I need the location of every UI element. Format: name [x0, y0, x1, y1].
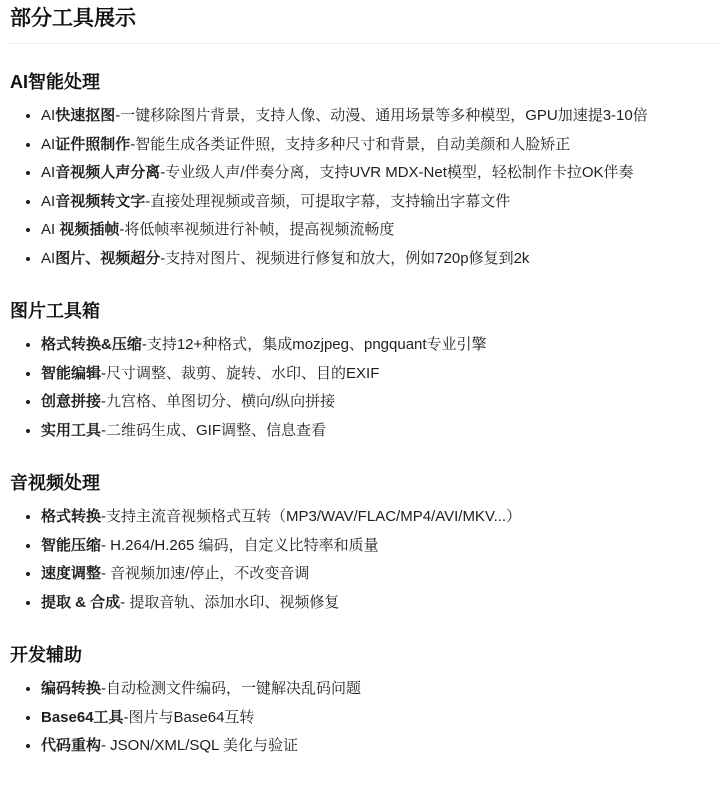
- tool-desc: -将低帧率视频进行补帧，提高视频流畅度: [119, 221, 395, 238]
- tool-desc: -一键移除图片背景，支持人像、动漫、通用场景等多种模型，GPU加速提3-10倍: [115, 107, 648, 124]
- list-item: [41, 159, 718, 188]
- tool-name: 格式转换&压缩: [41, 336, 142, 353]
- tool-prefix: AI: [41, 249, 56, 267]
- tool-desc: -专业级人声/伴奏分离，支持UVR MDX-Net模型，轻松制作卡拉OK伴奏: [160, 164, 634, 181]
- tool-name: 代码重构: [41, 737, 102, 754]
- section-heading-dev: 开发辅助: [10, 645, 82, 665]
- tool-list-dev: [10, 675, 718, 761]
- tool-list-image: [10, 331, 718, 445]
- list-item: [41, 331, 718, 360]
- page-title: 部分工具展示: [10, 6, 718, 44]
- tool-name: 智能压缩: [41, 536, 102, 554]
- tool-name: 快速抠图: [55, 107, 116, 124]
- list-item: [41, 589, 718, 618]
- list-item: [41, 131, 718, 160]
- tool-prefix: AI: [41, 107, 56, 124]
- list-item: [41, 102, 718, 131]
- tool-desc: -直接处理视频或音频，可提取字幕，支持输出字幕文件: [145, 192, 511, 210]
- tool-name: 创意拼接: [41, 393, 102, 410]
- tool-desc: -支持对图片、视频进行修复和放大，例如720p修复到2k: [160, 249, 530, 267]
- tool-desc: -智能生成各类证件照，支持多种尺寸和背景，自动美颜和人脸矫正: [130, 135, 571, 153]
- list-item: [41, 532, 718, 561]
- tool-desc: -九宫格、单图切分、横向/纵向拼接: [101, 393, 336, 410]
- tool-desc: -尺寸调整、裁剪、旋转、水印、目的EXIF: [101, 364, 380, 382]
- list-item: [41, 188, 718, 217]
- tool-desc: - H.264/H.265 编码，自定义比特率和质量: [101, 536, 379, 554]
- tool-desc: - 提取音轨、添加水印、视频修复: [120, 593, 340, 611]
- tool-desc: -支持主流音视频格式互转（MP3/WAV/FLAC/MP4/AVI/MKV...）: [101, 508, 522, 525]
- list-item: [41, 704, 718, 733]
- tool-name: 图片、视频超分: [55, 249, 161, 267]
- tool-name: 视频插帧: [59, 221, 120, 238]
- tool-prefix: AI: [41, 164, 56, 181]
- tool-desc: -图片与Base64互转: [123, 708, 255, 726]
- tool-prefix: AI: [41, 192, 56, 210]
- tool-desc: - 音视频加速/停止，不改变音调: [101, 565, 310, 582]
- tool-prefix: AI: [41, 135, 56, 153]
- tool-name: 编码转换: [41, 680, 102, 697]
- list-item: [41, 560, 718, 589]
- tool-name: Base64工具: [41, 708, 124, 726]
- list-item: [41, 360, 718, 389]
- list-item: [41, 245, 718, 274]
- list-item: [41, 417, 718, 446]
- list-item: [41, 388, 718, 417]
- tool-desc: -自动检测文件编码，一键解决乱码问题: [101, 680, 362, 697]
- tool-list-ai: [10, 102, 718, 273]
- list-item: [41, 503, 718, 532]
- tool-prefix: AI: [41, 221, 60, 238]
- tool-name: 格式转换: [41, 508, 102, 525]
- tool-name: 证件照制作: [55, 135, 131, 153]
- section-heading-image: 图片工具箱: [10, 301, 100, 321]
- tool-name: 音视频转文字: [55, 192, 146, 210]
- list-item: [41, 732, 718, 761]
- tool-name: 音视频人声分离: [55, 164, 161, 181]
- tool-name: 实用工具: [41, 421, 102, 439]
- tool-desc: - JSON/XML/SQL 美化与验证: [101, 737, 298, 754]
- list-item: [41, 216, 718, 245]
- tool-name: 提取 & 合成: [41, 593, 121, 611]
- tool-name: 智能编辑: [41, 364, 102, 382]
- tool-desc: -二维码生成、GIF调整、信息查看: [101, 421, 327, 439]
- tool-desc: -支持12+种格式，集成mozjpeg、pngquant专业引擎: [141, 336, 487, 353]
- section-heading-av: 音视频处理: [10, 473, 100, 493]
- tool-list-av: [10, 503, 718, 617]
- tool-name: 速度调整: [41, 565, 102, 582]
- section-heading-ai: AI智能处理: [10, 72, 100, 92]
- list-item: [41, 675, 718, 704]
